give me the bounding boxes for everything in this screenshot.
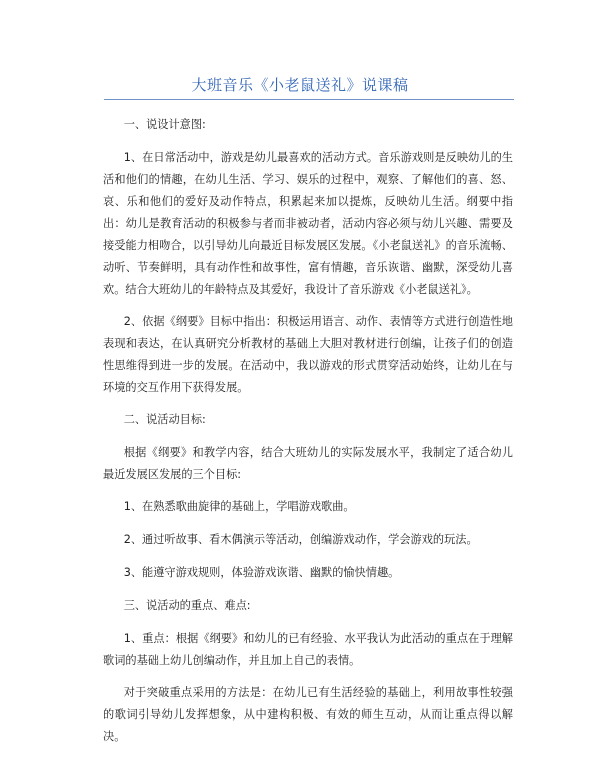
paragraph-intent-2: 2、依据《纲要》目标中指出：积极运用语言、动作、表情等方式进行创造性地表现和表达，在认真研究分析教材的基础上大胆对教材进行创编，让孩子们的创造性思维得到进一步的发展。在活动中，我以游戏的形式贯穿活动始终，让幼儿在与环境的交互作用下获得发展。 xyxy=(103,315,513,394)
document-title: 大班音乐《小老鼠送礼》说课稿 xyxy=(191,76,409,94)
objective-item-3: 3、能遵守游戏规则，体验游戏诙谐、幽默的愉快情趣。 xyxy=(123,566,400,579)
paragraph-objectives-intro: 根据《纲要》和教学内容，结合大班幼儿的实际发展水平，我制定了适合幼儿最近发展区发展的三个目标: xyxy=(103,446,513,481)
title-underline xyxy=(104,99,514,100)
objective-item-2: 2、通过听故事、看木偶演示等活动，创编游戏动作，学会游戏的玩法。 xyxy=(123,533,478,546)
section-heading-design-intent: 一、说设计意图: xyxy=(123,118,206,131)
section-heading-objectives: 二、说活动目标: xyxy=(123,413,206,426)
section-heading-key-points: 三、说活动的重点、难点: xyxy=(123,599,251,612)
paragraph-intent-1: 1、在日常活动中，游戏是幼儿最喜欢的活动方式。音乐游戏则是反映幼儿的生活和他们的情趣，在幼儿生活、学习、娱乐的过程中，观察、了解他们的喜、怒、哀、乐和他们的爱好及动作特点，积累起来加以提炼，反映幼儿生活。纲要中指出：幼儿是教育活动的积极参与者而非被动者，活动内容必须与幼儿兴趣、需要及接受能力相吻合，以引导幼儿向最近目标发展区发展。《小老鼠送礼》的音乐流畅、动听、节奏鲜明，具有动作性和故事性，富有情趣，音乐诙谐、幽默，深受幼儿喜欢。结合大班幼儿的年龄特点及其爱好，我设计了音乐游戏《小老鼠送礼》。 xyxy=(103,151,513,296)
document-body xyxy=(103,112,513,758)
paragraph-key-point-method: 对于突破重点采用的方法是：在幼儿已有生活经验的基础上，利用故事性较强的歌词引导幼儿发挥想象，从中建构积极、有效的师生互动，从而让重点得以解决。 xyxy=(103,686,513,743)
objective-item-1: 1、在熟悉歌曲旋律的基础上，学唱游戏歌曲。 xyxy=(123,500,355,513)
paragraph-key-point-1: 1、重点：根据《纲要》和幼儿的已有经验、水平我认为此活动的重点在于理解歌词的基础上幼儿创编动作，并且加上自己的表情。 xyxy=(103,632,513,667)
